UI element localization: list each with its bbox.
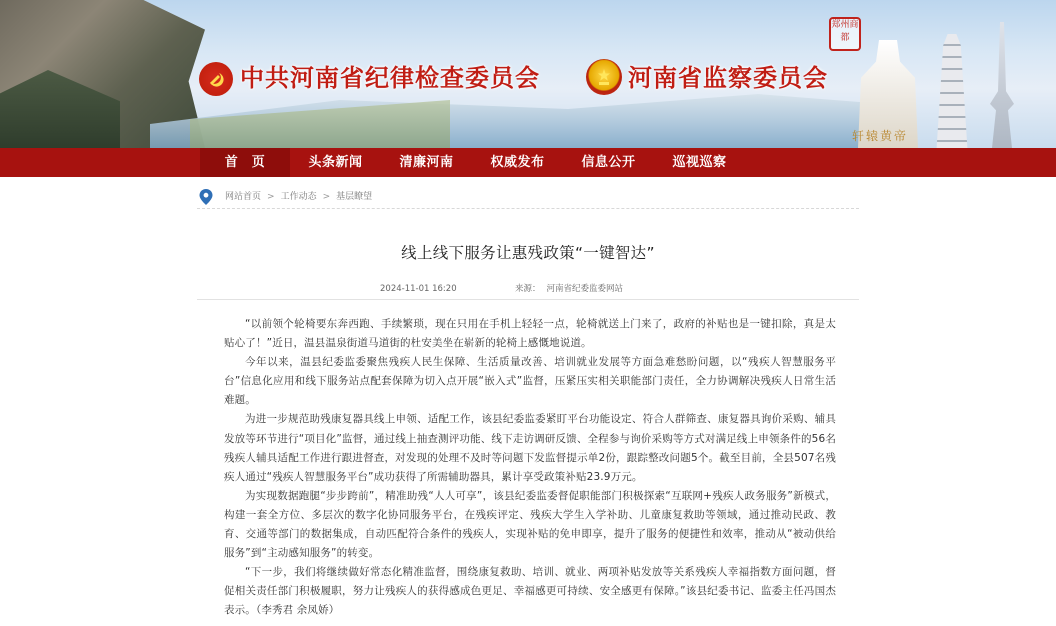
article-source-value: 河南省纪委监委网站	[546, 284, 624, 294]
article-paragraph: 为进一步规范助残康复器具线上申领、适配工作，该县纪委监委紧盯平台功能设定、符合人群筛查、康复器具询价采购、辅具发放等环节进行“项目化”监督，通过线上抽查测评功能、线下走访调研反馈、全程参与询价采购等方式对满足线上申领条件的56名残疾人辅具适配工作进行跟进督查，对发现的处理不及时等问题下发监督提示单2份，跟踪整改问题5个。截至目前，全县507名残疾人通过“残疾人智慧服务平台”成功获得了所需辅助器具，累计享受政策补贴23.9万元。	[224, 413, 836, 483]
nav-spacer	[0, 148, 200, 177]
org-title-discipline[interactable]: 中共河南省纪律检查委员会	[240, 63, 540, 92]
nav-item-headlines[interactable]: 头条新闻	[308, 155, 363, 170]
breadcrumb-work-news-link[interactable]: 工作动态	[280, 192, 317, 202]
banner-caption: 轩辕黄帝	[852, 129, 909, 143]
nav-item-clean-henan[interactable]: 清廉河南	[399, 155, 454, 170]
org-title-supervision[interactable]: 河南省监察委员会	[628, 63, 828, 92]
breadcrumb-grassroots-link[interactable]: 基层瞭望	[336, 192, 373, 202]
article-meta	[197, 279, 859, 300]
article-source-label: 来源：	[515, 284, 541, 294]
article-title: 线上线下服务让惠残政策“一键智达”	[401, 244, 655, 262]
main-nav	[0, 148, 1056, 177]
site-banner	[0, 0, 1056, 148]
breadcrumb-separator: >	[267, 192, 275, 202]
article-paragraph: “下一步，我们将继续做好常态化精准监督，围绕康复救助、培训、就业、两项补贴发放等关系残疾人幸福指数方面问题，督促相关责任部门积极履职，努力让残疾人的获得感成色更足、幸福感更可持续、安全感更有保障。”该县纪委书记、监委主任冯国杰表示。（李秀君 余凤娇）	[224, 566, 836, 617]
nav-item-home[interactable]: 首 页	[200, 148, 290, 177]
location-pin-icon	[199, 189, 213, 205]
party-emblem-icon	[199, 62, 233, 96]
tv-tower-icon	[982, 22, 1022, 148]
breadcrumb-separator: >	[322, 192, 331, 202]
article-source	[515, 279, 623, 299]
article-paragraph: 今年以来，温县纪委监委聚焦残疾人民生保障、生活质量改善、培训就业发展等方面急难愁盼问题，以“残疾人智慧服务平台”信息化应用和线下服务站点配套保障为切入点开展“嵌入式”监督，压紧压实相关职能部门责任，全力协调解决残疾人日常生活难题。	[224, 356, 836, 407]
nav-item-authoritative-release[interactable]: 权威发布	[490, 155, 545, 170]
article-paragraph: “以前领个轮椅要东奔西跑、手续繁琐，现在只用在手机上轻轻一点，轮椅就送上门来了，政府的补贴也是一键扣除，真是太贴心了！”近日，温县温泉街道马道街的杜安美坐在崭新的轮椅上感慨地说道。	[224, 318, 836, 350]
article-date: 2024-11-01 16:20	[380, 284, 457, 294]
article-body	[224, 315, 836, 621]
breadcrumb-path	[225, 186, 372, 208]
nav-item-inspection[interactable]: 巡视巡察	[672, 155, 727, 170]
nav-item-info-disclosure[interactable]: 信息公开	[581, 155, 636, 170]
breadcrumb	[197, 186, 859, 209]
seal-stamp-icon: 郑州商都	[829, 17, 861, 51]
erqi-tower-icon	[930, 34, 974, 148]
breadcrumb-home-link[interactable]: 网站首页	[225, 192, 262, 202]
article-paragraph: 为实现数据跑腿“步步跨前”，精准助残“人人可享”，该县纪委监委督促职能部门积极探索“互联网+残疾人政务服务”新模式，构建一套全方位、多层次的数字化协同服务平台，在残疾评定、残疾大学生入学补助、儿童康复救助等领域，通过推动民政、教育、交通等部门的数据集成，自动匹配符合条件的残疾人，实现补贴的免申即享，提升了服务的便捷性和效率，推动从“被动供给服务”到“主动感知服务”的转变。	[224, 489, 836, 560]
national-emblem-icon	[586, 59, 622, 95]
